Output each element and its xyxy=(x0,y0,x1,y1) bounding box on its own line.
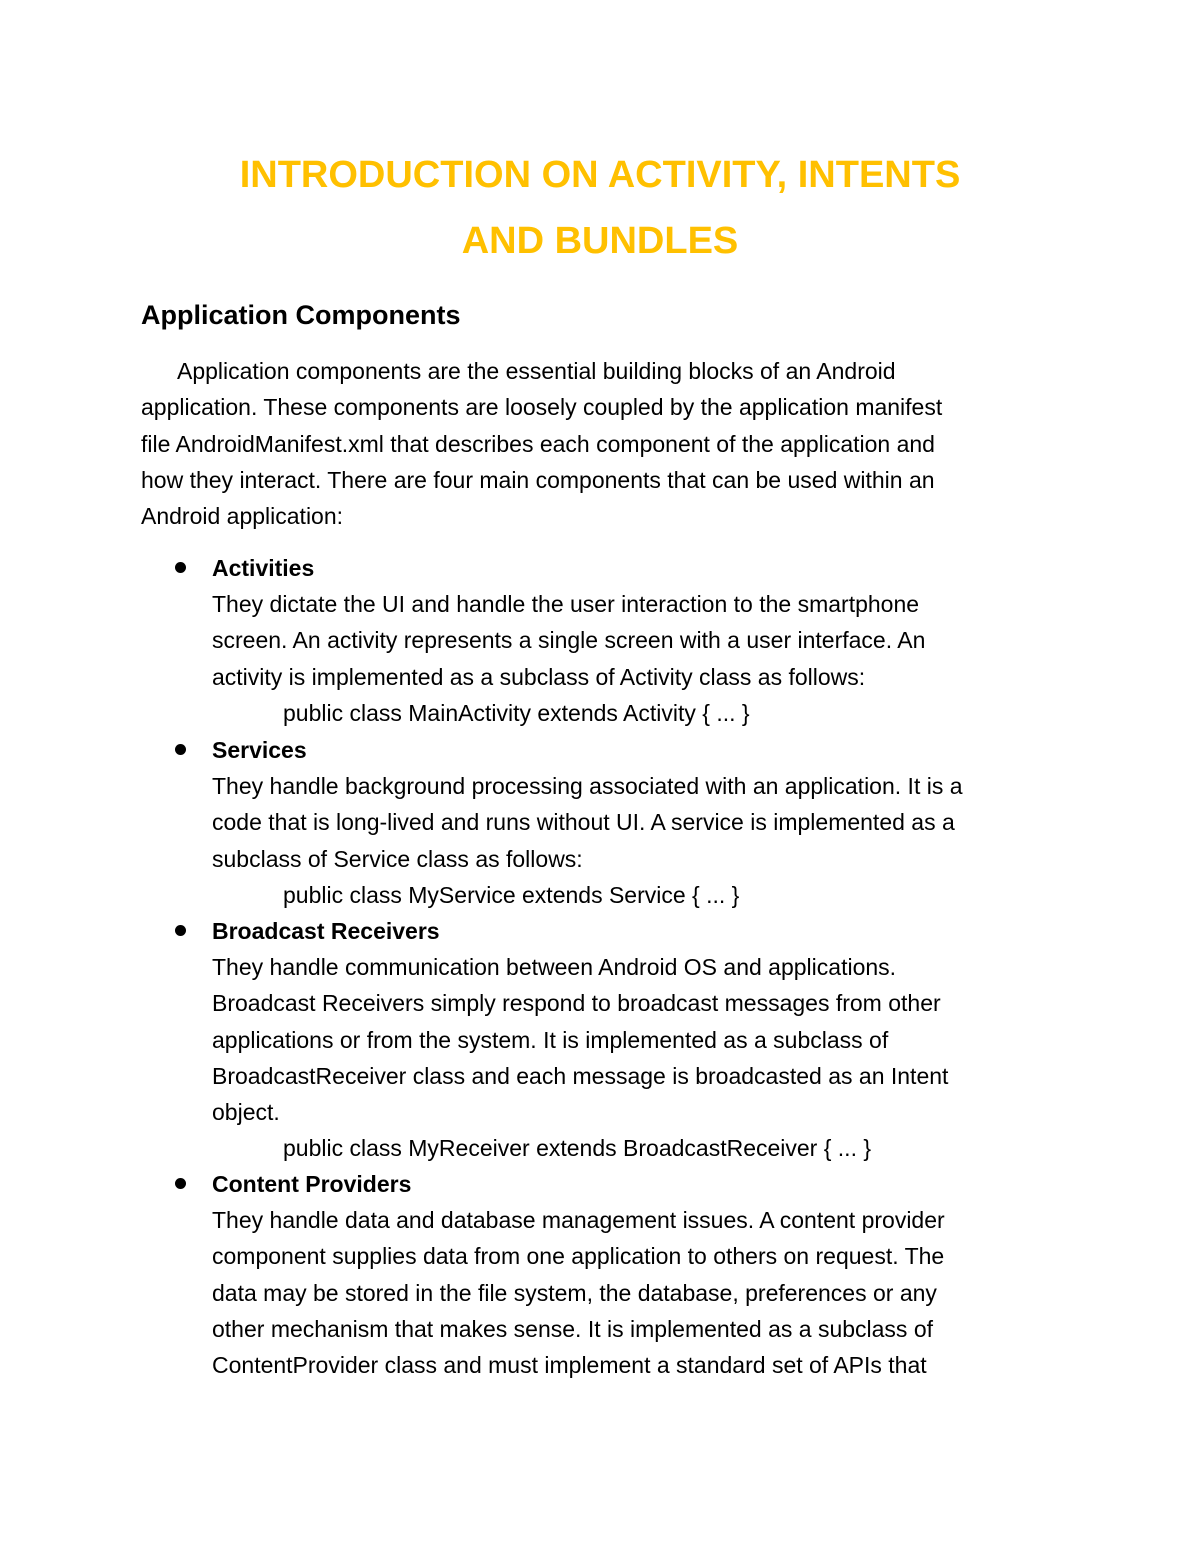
bullet-icon xyxy=(175,925,186,936)
description-line: They handle data and database management issues. A content provider xyxy=(212,1207,945,1233)
component-name-activities: Activities xyxy=(212,555,315,581)
description-line: They handle background processing associated with an application. It is a xyxy=(212,773,963,799)
component-name-content-providers: Content Providers xyxy=(212,1171,412,1197)
description-line: Broadcast Receivers simply respond to broadcast messages from other xyxy=(212,990,941,1017)
description-line: ContentProvider class and must implement a standard set of APIs that xyxy=(212,1352,927,1379)
code-example: public class MyReceiver extends BroadcastReceiver { ... } xyxy=(283,1135,872,1162)
description-line: They handle communication between Android OS and applications. xyxy=(212,954,897,980)
bullet-icon xyxy=(175,744,186,755)
component-description-services xyxy=(212,768,1092,913)
code-example: public class MyService extends Service { ... } xyxy=(283,881,740,908)
description-line: other mechanism that makes sense. It is implemented as a subclass of xyxy=(212,1315,933,1342)
intro-line: file AndroidManifest.xml that describes each component of the application and xyxy=(141,430,935,457)
bullet-icon xyxy=(175,1178,186,1189)
component-description-broadcast-receivers xyxy=(212,949,1092,1167)
description-line: BroadcastReceiver class and each message is broadcasted as an Intent xyxy=(212,1062,949,1089)
component-description-content-providers xyxy=(212,1202,1092,1383)
description-line: They dictate the UI and handle the user interaction to the smartphone xyxy=(212,591,920,617)
intro-line: how they interact. There are four main components that can be used within an xyxy=(141,466,935,493)
bullet-icon xyxy=(175,562,186,573)
description-line: subclass of Service class as follows: xyxy=(212,845,583,872)
description-line: component supplies data from one application to others on request. The xyxy=(212,1243,945,1270)
description-line: activity is implemented as a subclass of Activity class as follows: xyxy=(212,663,866,690)
component-name-broadcast-receivers: Broadcast Receivers xyxy=(212,918,440,944)
description-line: screen. An activity represents a single screen with a user interface. An xyxy=(212,627,926,654)
document-title-line-2: AND BUNDLES xyxy=(461,220,739,262)
intro-paragraph xyxy=(141,353,1041,534)
document-title-line-1: INTRODUCTION ON ACTIVITY, INTENTS xyxy=(239,154,961,196)
intro-line: Android application: xyxy=(141,503,344,530)
code-example: public class MainActivity extends Activity { ... } xyxy=(283,699,750,726)
intro-line: application. These components are loosely coupled by the application manifest xyxy=(141,394,943,421)
description-line: applications or from the system. It is implemented as a subclass of xyxy=(212,1026,889,1053)
component-description-activities xyxy=(212,586,1092,731)
intro-line: Application components are the essential building blocks of an Android xyxy=(177,358,896,384)
component-name-services: Services xyxy=(212,737,307,763)
description-line: code that is long-lived and runs without UI. A service is implemented as a xyxy=(212,809,955,836)
description-line: object. xyxy=(212,1099,280,1126)
description-line: data may be stored in the file system, the database, preferences or any xyxy=(212,1279,937,1306)
section-heading: Application Components xyxy=(141,300,461,330)
